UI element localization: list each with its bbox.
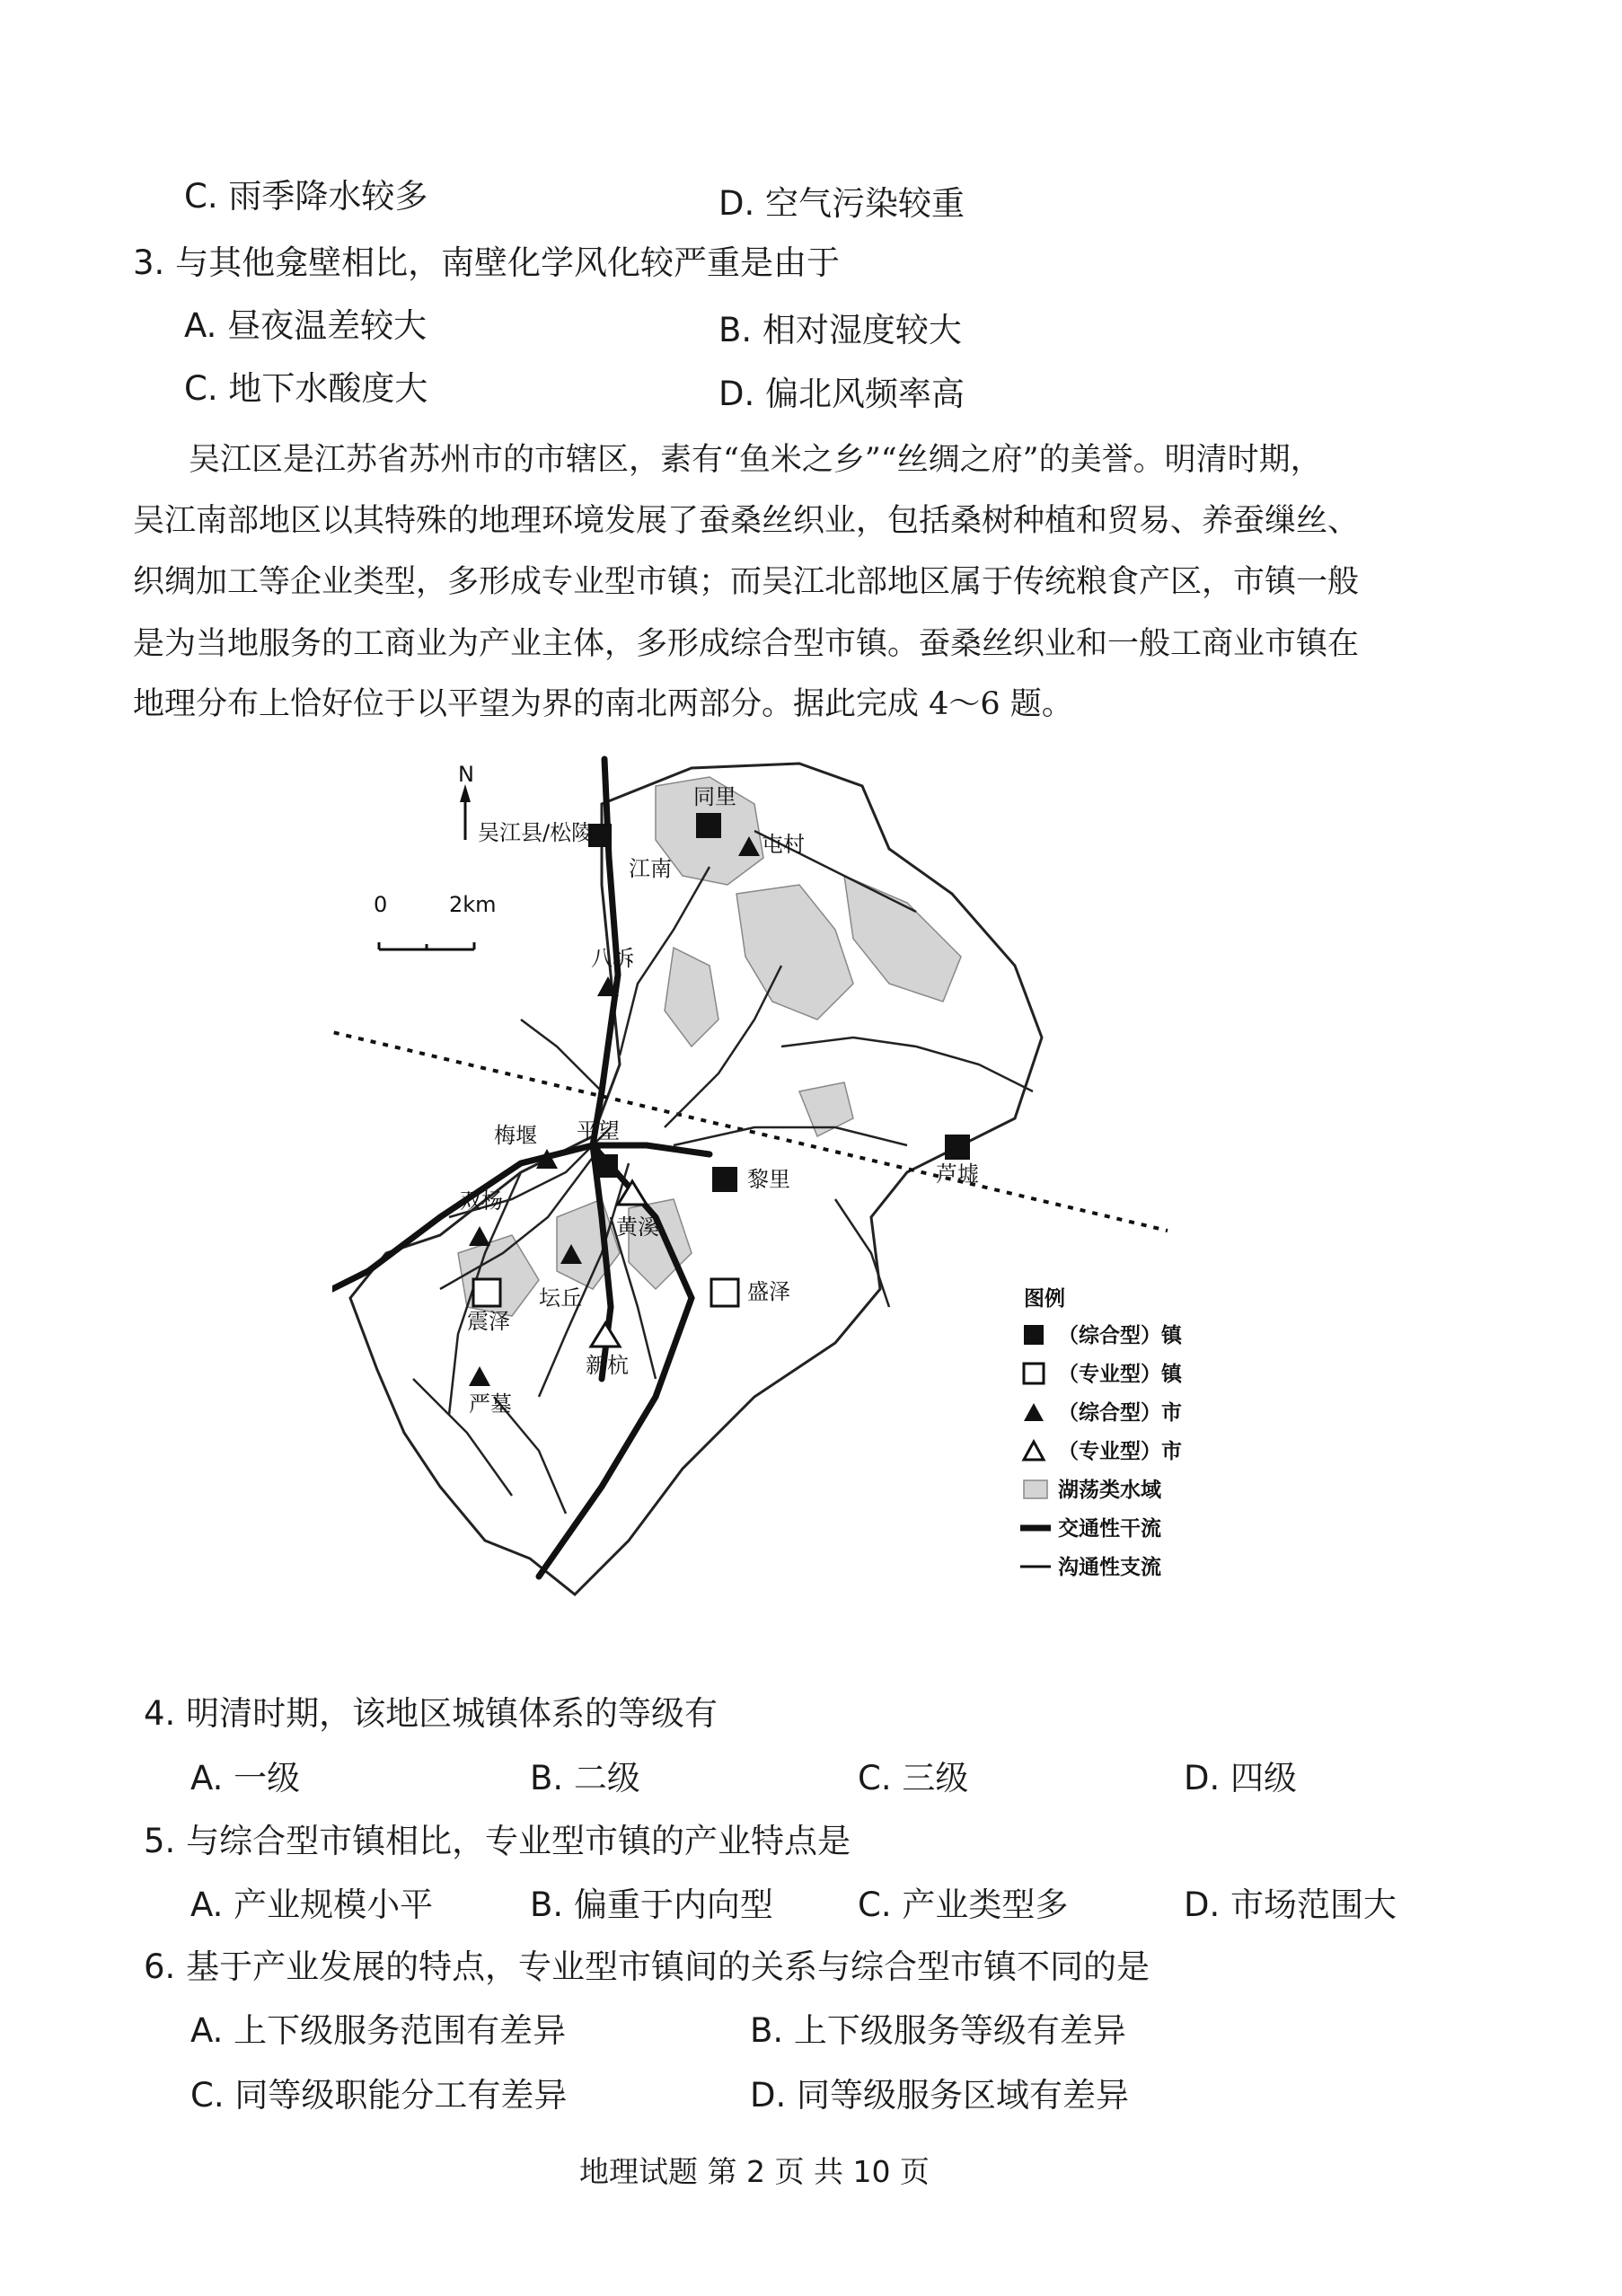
legend-item-5: 湖荡类水域 [1058,1479,1161,1502]
legend-item-7: 沟通性支流 [1058,1556,1161,1579]
q4-option-d: D. 四级 [1184,1759,1298,1797]
label-xinhang: 新杭 [586,1353,629,1378]
passage-line-1: 吴江区是江苏省苏州市的市辖区，素有“鱼米之乡”“丝绸之府”的美誉。明清时期， [189,442,1322,478]
legend-filled-triangle-icon [1024,1403,1044,1421]
label-pingwang: 平望 [577,1118,620,1144]
legend-item-3: （综合型）市 [1058,1401,1182,1425]
q3-option-b: B. 相对湿度较大 [718,311,962,349]
north-south-divide-line [332,1015,1168,1231]
q6-option-c: C. 同等级职能分工有差异 [190,2076,568,2115]
q6-stem: 6. 基于产业发展的特点，专业型市镇间的关系与综合型市镇不同的是 [144,1947,1150,1986]
label-huangxi: 黄溪 [616,1214,659,1240]
tongli-comprehensive-town-marker [696,813,721,838]
q3-option-a: A. 昼夜温差较大 [184,306,428,345]
label-lili: 黎里 [747,1167,790,1192]
luxu-comprehensive-town-marker [945,1135,970,1160]
yanmu-comprehensive-market-marker [469,1366,490,1386]
q5-option-d: D. 市场范围大 [1184,1885,1397,1924]
legend-item-6: 交通性干流 [1058,1517,1161,1541]
legend-open-square-icon [1024,1364,1044,1383]
passage-line-4: 是为当地服务的工商业为产业主体，多形成综合型市镇。蚕桑丝织业和一般工商业市镇在 [133,626,1360,662]
label-tuncun: 屯村 [762,832,805,857]
major-waterways [332,759,710,1576]
label-jiangnan: 江南 [629,856,672,881]
q6-option-d: D. 同等级服务区域有差异 [750,2076,1130,2115]
label-luxu: 芦墟 [936,1161,979,1187]
xinhang-specialized-market-marker [591,1323,620,1347]
legend-item-1: （综合型）镇 [1058,1324,1182,1347]
legend-filled-square-icon [1024,1325,1044,1345]
label-bachuo: 八坼 [591,946,634,971]
label-tanqiu: 坛丘 [539,1285,582,1311]
scale-bar [379,942,474,949]
q4-option-b: B. 二级 [530,1759,640,1797]
legend-lake-swatch-icon [1024,1480,1047,1498]
q6-option-b: B. 上下级服务等级有差异 [750,2011,1126,2050]
q6-option-a: A. 上下级服务范围有差异 [190,2011,567,2050]
q4-stem: 4. 明清时期，该地区城镇体系的等级有 [144,1694,718,1733]
q3-option-c: C. 地下水酸度大 [184,369,428,408]
q4-option-a: A. 一级 [190,1759,301,1797]
north-arrow-icon [460,784,471,840]
zhenze-specialized-town-marker [473,1279,500,1306]
passage-line-3: 织绸加工等企业类型，多形成专业型市镇；而吴江北部地区属于传统粮食产区，市镇一般 [133,564,1360,600]
legend-title: 图例 [1024,1287,1065,1311]
q2-option-d: D. 空气污染较重 [718,184,965,223]
legend-open-triangle-icon [1024,1442,1044,1460]
q2-option-c: C. 雨季降水较多 [184,177,428,216]
scale-zero-label: 0 [374,892,388,917]
q5-option-c: C. 产业类型多 [858,1885,1069,1924]
label-tongli: 同里 [693,784,736,809]
map-legend [1020,1287,1184,1579]
shuangyang-comprehensive-market-marker [469,1226,490,1246]
passage-line-5: 地理分布上恰好位于以平望为界的南北两部分。据此完成 4～6 题。 [133,686,1073,722]
q3-option-d: D. 偏北风频率高 [718,375,965,413]
shengze-specialized-town-marker [711,1279,738,1306]
label-shengze: 盛泽 [747,1279,790,1304]
legend-item-2: （专业型）镇 [1058,1363,1182,1386]
label-wujiang: 吴江县/松陵 [478,820,594,845]
lili-comprehensive-town-marker [712,1167,737,1192]
label-yanmu: 严墓 [469,1391,512,1417]
lake-areas [458,777,961,1316]
pingwang-comprehensive-town-marker [595,1154,618,1178]
wujiang-town-map [332,750,1230,1621]
q5-stem: 5. 与综合型市镇相比，专业型市镇的产业特点是 [144,1822,851,1860]
q4-option-c: C. 三级 [858,1759,969,1797]
page-footer: 地理试题 第 2 页 共 10 页 [579,2154,930,2189]
passage-line-2: 吴江南部地区以其特殊的地理环境发展了蚕桑丝织业，包括桑树种植和贸易、养蚕缫丝、 [133,503,1360,539]
label-shuangyang: 双杨 [460,1188,503,1214]
q5-option-b: B. 偏重于内向型 [530,1885,773,1924]
label-meiyan: 梅堰 [494,1123,537,1148]
scale-distance-label: 2km [449,892,497,917]
label-zhenze: 震泽 [467,1309,510,1334]
q5-option-a: A. 产业规模小平 [190,1885,434,1924]
legend-item-4: （专业型）市 [1058,1440,1182,1463]
q3-stem: 3. 与其他龛壁相比，南壁化学风化较严重是由于 [133,243,841,282]
north-label: N [458,762,474,787]
